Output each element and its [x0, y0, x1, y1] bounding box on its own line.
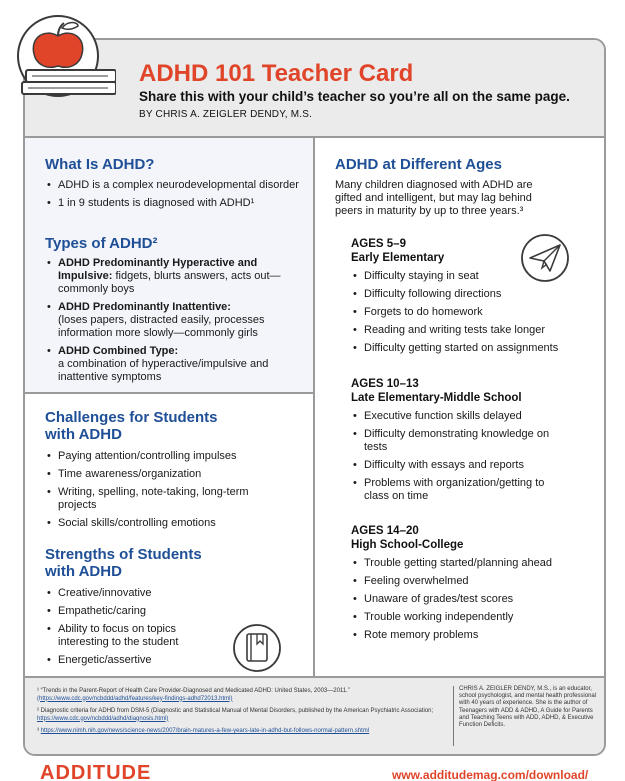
- list-item: • Difficulty demonstrating knowledge on tests: [351, 428, 556, 454]
- list-item: • Reading and writing tests take longer: [351, 324, 581, 337]
- list-item: • Time awareness/organization: [45, 468, 303, 481]
- list-item: • Empathetic/caring: [45, 605, 303, 618]
- card-footer: [25, 676, 604, 756]
- ages-section: [335, 156, 597, 218]
- list-item: [45, 301, 303, 340]
- what-is-list: [45, 179, 303, 210]
- list-item: • Unaware of grades/test scores: [351, 593, 581, 606]
- challenges-list: [45, 450, 303, 530]
- footnote: [37, 708, 447, 723]
- list-item: • 1 in 9 students is diagnosed with ADHD¹: [45, 197, 303, 210]
- challenges-section: [45, 409, 303, 535]
- apple-on-books-icon: [16, 14, 116, 114]
- ages-heading: ADHD at Different Ages: [335, 156, 502, 173]
- list-item: • Problems with organization/getting to class on time: [351, 477, 556, 503]
- list-item: • Difficulty with essays and reports: [351, 459, 556, 472]
- paper-plane-icon: [520, 233, 570, 283]
- list-item: • Creative/innovative: [45, 587, 303, 600]
- footnote: [37, 728, 447, 736]
- download-link[interactable]: www.additudemag.com/download/: [392, 768, 589, 781]
- byline: BY CHRIS A. ZEIGLER DENDY, M.S.: [139, 109, 313, 120]
- list-item: • Energetic/assertive: [45, 654, 303, 667]
- footer-divider: [453, 686, 454, 746]
- list-item: • Rote memory problems: [351, 629, 581, 642]
- challenges-heading: [45, 409, 303, 443]
- book-icon: [232, 623, 282, 673]
- list-item: • Difficulty staying in seat: [351, 270, 581, 283]
- footnote-text: ² Diagnostic criteria for ADHD from DSM-5 (Diagnostic and Statistical Manual of Mental Disorders, published by the American Psychiatric Association;: [37, 708, 434, 714]
- list-item: • Difficulty getting started on assignments: [351, 342, 581, 355]
- strengths-heading: [45, 546, 303, 580]
- list-item: [45, 345, 303, 384]
- age-stage: Late Elementary-Middle School: [351, 392, 522, 404]
- age-list: [351, 557, 581, 642]
- type-title: ADHD Combined Type:: [58, 345, 179, 357]
- what-is-heading: What Is ADHD?: [45, 156, 155, 173]
- types-section: [45, 235, 303, 389]
- types-list: [45, 257, 303, 384]
- teacher-card: [23, 38, 606, 756]
- heading-line: Challenges for Students: [45, 409, 218, 426]
- page-title: ADHD 101 Teacher Card: [139, 60, 414, 87]
- age-group-10-13: [351, 377, 581, 508]
- brand-logo: ADDITUDE: [40, 762, 152, 781]
- age-range: AGES 10–13: [351, 378, 419, 390]
- type-desc: (loses papers, distracted easily, processes information more slowly—commonly girls: [58, 314, 265, 339]
- list-item: • Trouble getting started/planning ahead: [351, 557, 581, 570]
- list-item: • Feeling overwhelmed: [351, 575, 581, 588]
- footnote-link[interactable]: (https://www.cdc.gov/ncbddd/adhd/features/key-findings-adhd72013.html): [37, 695, 233, 702]
- card-subtitle: [139, 89, 579, 123]
- age-range: AGES 5–9: [351, 238, 406, 250]
- type-desc: a combination of hyperactive/impulsive and inattentive symptoms: [58, 358, 269, 383]
- list-item: • Ability to focus on topics interesting to the student: [45, 623, 195, 649]
- list-item: • Writing, spelling, note-taking, long-term projects: [45, 486, 265, 512]
- footnote-link[interactable]: https://www.cdc.gov/ncbddd/adhd/diagnosis.html): [37, 715, 169, 722]
- list-item: • Trouble working independently: [351, 611, 581, 624]
- type-title: ADHD Predominantly Hyperactive and Impulsive:: [58, 257, 258, 282]
- footnote-link[interactable]: https://www.nimh.nih.gov/news/science-news/2007/brain-matures-a-few-years-late-in-adhd-but-follows-normal-pattern.shtml: [40, 728, 370, 734]
- ages-intro: Many children diagnosed with ADHD are gifted and intelligent, but may lag behind peers in maturity by up to three years.³: [335, 179, 533, 217]
- list-item: • Paying attention/controlling impulses: [45, 450, 303, 463]
- footnote: [37, 688, 447, 703]
- heading-line: with ADHD: [45, 563, 122, 580]
- heading-line: with ADHD: [45, 426, 122, 443]
- age-list: [351, 410, 556, 503]
- section-divider: [25, 392, 313, 394]
- subtitle-text: Share this with your child’s teacher so you’re all on the same page.: [139, 89, 570, 104]
- footnote-text: ³: [37, 728, 39, 734]
- age-range: AGES 14–20: [351, 525, 419, 537]
- heading-line: Strengths of Students: [45, 546, 202, 563]
- author-bio: CHRIS A. ZEIGLER DENDY, M.S., is an educator, school psychologist, and mental health professional with 40 years of experience. She is the author of Teenagers with ADD & ADHD, A Guide for Parents and Teaching Teens with ADD, ADHD, & Executive Function Deficits.: [459, 686, 597, 729]
- list-item: • Difficulty following directions: [351, 288, 581, 301]
- list-item: • Social skills/controlling emotions: [45, 517, 303, 530]
- type-title: ADHD Predominantly Inattentive:: [58, 301, 231, 313]
- what-is-section: [45, 156, 303, 215]
- list-item: • ADHD is a complex neurodevelopmental disorder: [45, 179, 303, 192]
- type-desc: fidgets, blurts answers, acts out—commonly boys: [58, 270, 281, 295]
- column-divider: [313, 138, 315, 676]
- list-item: • Executive function skills delayed: [351, 410, 556, 423]
- types-heading: Types of ADHD²: [45, 235, 158, 252]
- list-item: • Forgets to do homework: [351, 306, 581, 319]
- age-group-14-20: [351, 524, 581, 647]
- footnote-text: ¹ “Trends in the Parent-Report of Health Care Provider-Diagnosed and Medicated ADHD: United States, 2003—2011.”: [37, 688, 350, 694]
- age-stage: High School-College: [351, 539, 464, 551]
- age-stage: Early Elementary: [351, 252, 445, 264]
- list-item: [45, 257, 303, 296]
